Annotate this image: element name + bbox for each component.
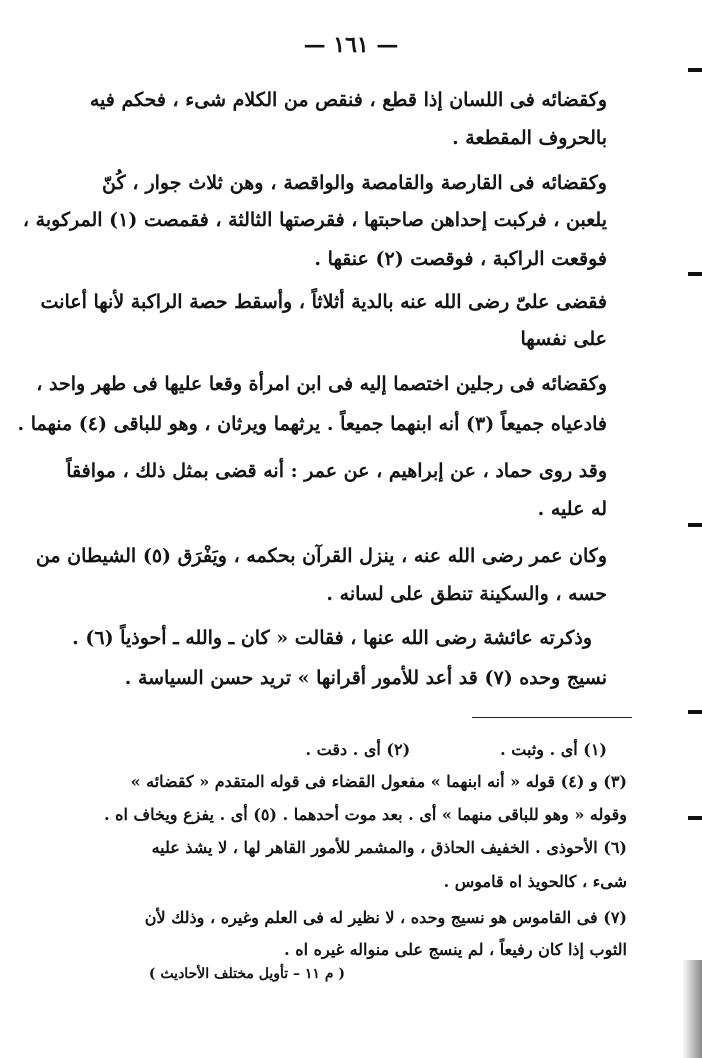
footnote-line: (٦) الأحوذى . الخفيف الحاذق ، والمشمر للأمور القاهر لها ، لا يشذ عليه xyxy=(151,838,627,857)
footnote-2: (٢) أى . دقت . xyxy=(305,740,411,759)
body-line: وقد روى حماد ، عن إبراهيم ، عن عمر : أنه قضى بمثل ذلك ، موافقاً xyxy=(66,460,607,482)
body-line: وذكرته عائشة رضى الله عنها ، فقالت « كان ـ والله ـ أحوذياً (٦) . xyxy=(72,627,592,649)
footnote-row xyxy=(87,738,607,762)
body-line: وكقضائه فى اللسان إذا قطع ، فنقص من الكلام شىء ، فحكم فيه xyxy=(89,89,607,111)
footnote-1: (١) أى . وثبت . xyxy=(500,740,607,759)
footnote-line: (٣) و (٤) قوله « أنه ابنهما » مفعول القضاء فى قوله المتقدم « كقضائه » xyxy=(130,772,627,791)
scan-edge-mark xyxy=(688,272,702,276)
book-signature: ( م ١١ – تأويل مختلف الأحاديث ) xyxy=(148,966,345,982)
body-line: يلعبن ، فركبت إحداهن صاحبتها ، فقرصتها الثالثة ، فقمصت (١) المركوبة ، xyxy=(22,209,607,231)
body-line: على نفسها xyxy=(520,328,607,350)
body-line: فادعياه جميعاً (٣) أنه ابنهما جميعاً . يرثهما ويرثان ، وهو للباقى (٤) منهما . xyxy=(17,413,607,435)
body-line: حسه ، والسكينة تنطق على لسانه . xyxy=(326,583,607,605)
scan-shadow xyxy=(682,960,702,1058)
body-line: وكان عمر رضى الله عنه ، ينزل القرآن بحكمه ، ويَفْرَق (٥) الشيطان من xyxy=(35,545,607,567)
body-line: فقضى علىّ رضى الله عنه بالدية أثلاثاً ، وأسقط حصة الراكبة لأنها أعانت xyxy=(40,291,607,313)
footnote-line: شىء ، كالحويذ اه قاموس . xyxy=(443,872,627,891)
body-line: وكقضائه فى القارصة والقامصة والواقصة ، وهن ثلاث جوار ، كُنّ xyxy=(102,172,607,194)
body-line: نسيج وحده (٧) قد أعد للأمور أقرانها » تريد حسن السياسة . xyxy=(124,667,607,689)
page-number: — ١٦١ — xyxy=(303,32,399,58)
body-line: له عليه . xyxy=(537,498,607,520)
scan-edge-mark xyxy=(688,816,702,820)
body-line: بالحروف المقطعة . xyxy=(452,127,607,149)
footnote-line: (٧) فى القاموس هو نسيج وحده ، لا نظير له فى العلم وغيره ، وذلك لأن xyxy=(144,908,627,927)
scan-edge-mark xyxy=(688,68,702,72)
body-line: فوقعت الراكبة ، فوقصت (٢) عنقها . xyxy=(314,248,607,270)
footnote-line: وقوله « وهو للباقى منهما » أى . بعد موت أحدهما . (٥) أى . يفزع ويخاف اه . xyxy=(104,805,627,824)
body-line: وكقضائه فى رجلين اختصما إليه فى ابن امرأة وقعا عليها فى طهر واحد ، xyxy=(36,373,607,395)
footnote-line: الثوب إذا كان رفيعاً ، لم ينسج على منواله غيره اه . xyxy=(284,940,627,959)
footnote-separator xyxy=(472,717,632,718)
scan-edge-mark xyxy=(688,523,702,527)
scan-edge-mark xyxy=(688,710,702,714)
